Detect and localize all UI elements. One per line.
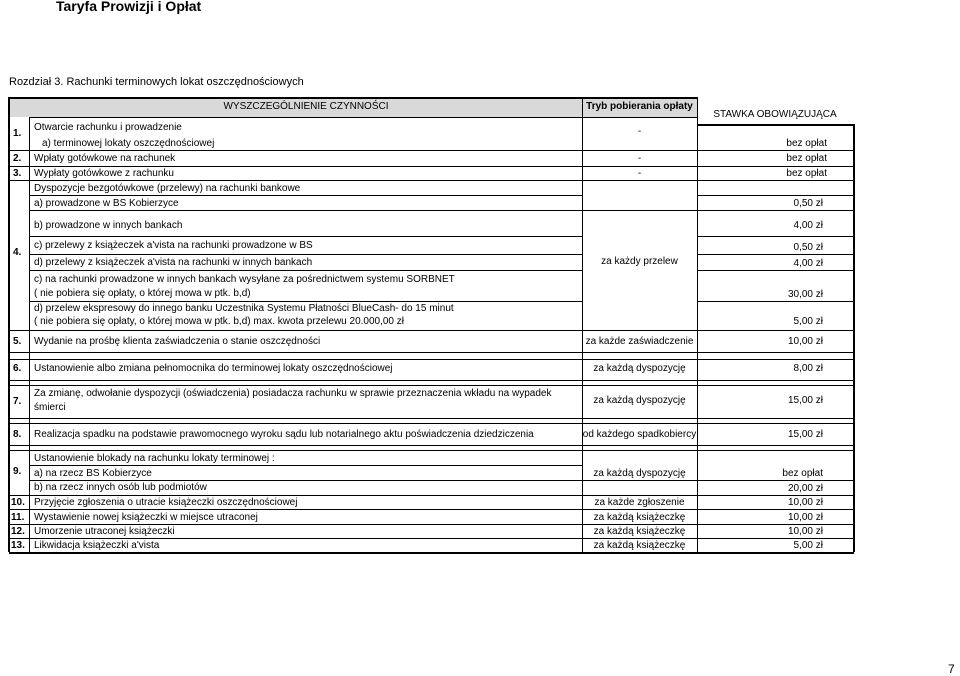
row-sub-a: a) prowadzone w BS Kobierzyce	[34, 198, 179, 209]
row-mode: za każdą książeczkę	[593, 512, 686, 523]
row-rate: 15,00 zł	[787, 429, 823, 440]
row-sub-a-rate: bez opłat	[782, 468, 823, 479]
row-rate: 15,00 zł	[787, 395, 823, 406]
row-mode: za każdą książeczkę	[593, 526, 686, 537]
row-mode: za każdą dyspozycję	[593, 395, 686, 406]
row-description: Likwidacja książeczki a'vista	[34, 540, 160, 551]
row-number: 2.	[13, 153, 22, 164]
row-number: 5.	[13, 336, 22, 347]
row-mode: za każdą książeczkę	[593, 540, 686, 551]
row-rate: bez opłat	[786, 138, 827, 149]
row-sub-d2: d) przelew ekspresowy do innego banku Uczestnika Systemu Płatności BlueCash- do 15 minut	[34, 303, 454, 314]
row-description: Wypłaty gotówkowe z rachunku	[34, 168, 174, 179]
row-number: 4.	[13, 247, 22, 258]
row-number: 8.	[13, 429, 22, 440]
row-description: Przyjęcie zgłoszenia o utracie książeczki oszczędnościowej	[34, 497, 298, 508]
row-sub-d1: d) przelewy z książeczek a'vista na rachunki w innych bankach	[34, 257, 313, 268]
row-mode: za każde zgłoszenie	[594, 497, 685, 508]
row-number: 11.	[11, 512, 25, 523]
row-mode: za każdy przelew	[601, 256, 678, 267]
row-sub-a-mode: za każdą dyspozycję	[593, 468, 686, 479]
row-rate: 5,00 zł	[793, 540, 823, 551]
row-number: 10.	[11, 497, 25, 508]
row-sub-b: b) na rzecz innych osób lub podmiotów	[34, 482, 207, 493]
row-rate: 10,00 zł	[787, 336, 823, 347]
row-description: Wystawienie nowej książeczki w miejsce utraconej	[34, 512, 258, 523]
row-description: Realizacja spadku na podstawie prawomocnego wyroku sądu lub notarialnego aktu poświadczenia dziedziczenia	[34, 429, 534, 440]
row-sub-b-rate: 20,00 zł	[787, 483, 823, 494]
row-mode: -	[637, 168, 642, 179]
row-description: Wydanie na prośbę klienta zaświadczenia o stanie oszczędności	[34, 336, 321, 347]
row-description: Ustanowienie albo zmiana pełnomocnika do terminowej lokaty oszczędnościowej	[34, 363, 393, 374]
row-description: Dyspozycje bezgotówkowe (przelewy) na rachunki bankowe	[34, 183, 301, 194]
row-number: 1.	[13, 128, 22, 139]
row-description: Umorzenie utraconej książeczki	[34, 526, 175, 537]
row-description: Za zmianę, odwołanie dyspozycji (oświadczenia) posiadacza rachunku w sprawie przeznaczenia wkładu na wypadek	[34, 388, 552, 399]
row-sub-c2-rate: 30,00 zł	[787, 289, 823, 300]
row-sub-c1-rate: 0,50 zł	[793, 242, 823, 253]
row-sub-c2: c) na rachunki prowadzone w innych bankach wysyłane za pośrednictwem systemu SORBNET	[34, 274, 455, 285]
row-rate: bez opłat	[786, 168, 827, 179]
row-sub-b-rate: 4,00 zł	[793, 220, 823, 231]
row-mode: -	[637, 126, 642, 137]
row-number: 12.	[11, 526, 25, 537]
row-mode: za każdą dyspozycję	[593, 363, 686, 374]
row-mode: od każdego spadkobiercy	[582, 429, 697, 440]
row-sub-b: b) prowadzone w innych bankach	[34, 220, 183, 231]
row-number: 13.	[11, 540, 25, 551]
row-rate: 10,00 zł	[787, 497, 823, 508]
row-rate: 8,00 zł	[793, 363, 823, 374]
row-description: Wpłaty gotówkowe na rachunek	[34, 153, 176, 164]
section-heading: Rozdział 3. Rachunki terminowych lokat oszczędnościowych	[9, 76, 304, 88]
row-mode: -	[637, 153, 642, 164]
row-description-cont: śmierci	[34, 402, 66, 413]
row-sub-c1: c) przelewy z książeczek a'vista na rachunki prowadzone w BS	[34, 240, 313, 251]
row-rate: 10,00 zł	[787, 526, 823, 537]
header-collection-mode: Tryb pobierania opłaty	[586, 101, 693, 112]
row-mode: za każde zaświadczenie	[585, 336, 694, 347]
row-sub-d2-rate: 5,00 zł	[793, 316, 823, 327]
row-description: Otwarcie rachunku i prowadzenie	[34, 122, 182, 133]
header-description: WYSZCZEGÓLNIENIE CZYNNOŚCI	[223, 101, 389, 112]
row-number: 6.	[13, 363, 22, 374]
row-sub-d2-note: ( nie pobiera się opłaty, o której mowa w ptk. b,d) max. kwota przelewu 20.000,00 zł	[34, 316, 404, 327]
row-number: 3.	[13, 168, 22, 179]
row-sub-a: a) na rzecz BS Kobierzyce	[34, 468, 152, 479]
row-description: Ustanowienie blokady na rachunku lokaty terminowej :	[34, 453, 275, 464]
row-rate: 10,00 zł	[787, 512, 823, 523]
row-sub-d1-rate: 4,00 zł	[793, 258, 823, 269]
row-sub-c2-note: ( nie pobiera się opłaty, o której mowa w ptk. b,d)	[34, 288, 251, 299]
page-number: 7	[948, 662, 955, 676]
page-title: Taryfa Prowizji i Opłat	[56, 0, 202, 14]
row-rate: bez opłat	[786, 153, 827, 164]
row-sub-a-rate: 0,50 zł	[793, 198, 823, 209]
header-rate: STAWKA OBOWIĄZUJĄCA	[713, 109, 837, 120]
row-number: 7.	[13, 396, 22, 407]
row-number: 9.	[13, 466, 22, 477]
row-description-sub: a) terminowej lokaty oszczędnościowej	[42, 138, 215, 149]
